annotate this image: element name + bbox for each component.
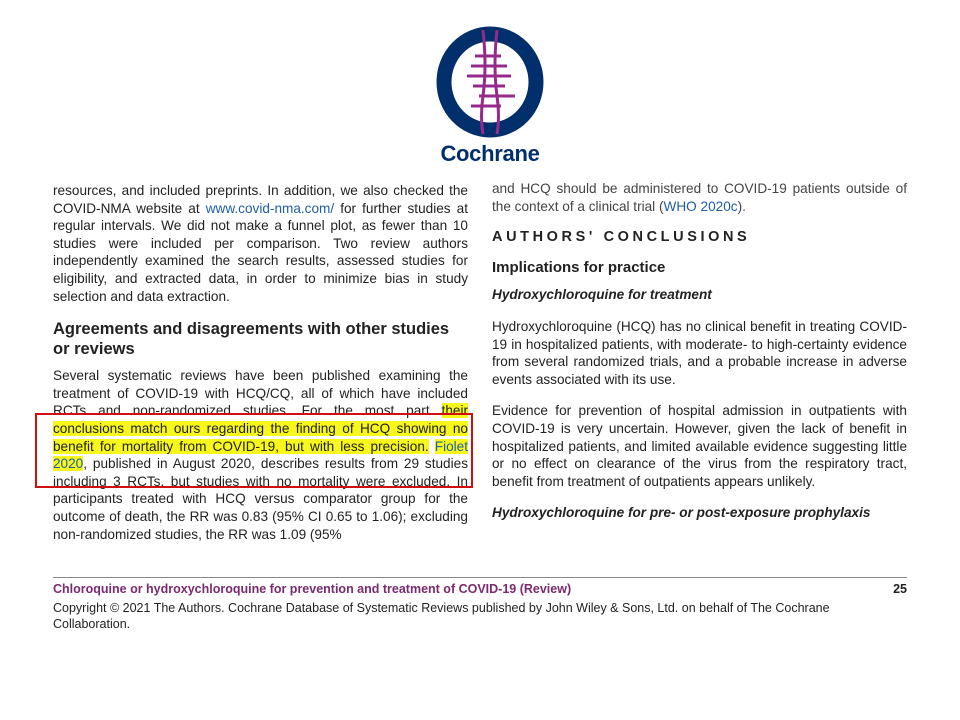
footer-review-title: Chloroquine or hydroxychloroquine for prevention and treatment of COVID-19 (Review)	[53, 582, 572, 596]
fiolet-2020-reference[interactable]: Fiolet 2020	[53, 438, 469, 472]
cochrane-logo	[430, 26, 550, 171]
prophylaxis-subheading: Hydroxychloroquine for pre- or post-exposure prophylaxis	[492, 505, 871, 521]
who-paragraph: and HCQ should be administered to COVID-19 patients outside of the context of a clinical trial (WHO 2020c).	[492, 181, 907, 214]
methods-paragraph: resources, and included preprints. In addition, we also checked the COVID-NMA website at www.covid-nma.com/ for further studies at regular intervals. We did not make a funnel plot, as fewer than 10 studies were included per comparison. Two review authors independently examined the search results, assessed studies for eligibility, and extracted data, in order to minimize bias in study selection and data extraction.	[53, 183, 468, 304]
prevention-paragraph: Evidence for prevention of hospital admission in outpatients with COVID-19 is very uncertain. However, given the lack of benefit in hospitalized patients, and limited available evidence suggesting little or no effect on clearance of the virus from the respiratory tract, benefit from treatment of outpatients appears unlikely.	[492, 403, 907, 489]
treatment-paragraph: Hydroxychloroquine (HCQ) has no clinical benefit in treating COVID-19 in hospitalized patients, with moderate- to high-certainty evidence from several randomized trials, and a probable increase in adverse events associated with its use.	[492, 318, 907, 387]
implications-heading: Implications for practice	[492, 258, 666, 276]
hcq-treatment-subheading: Hydroxychloroquine for treatment	[492, 287, 712, 303]
copyright-notice: Copyright © 2021 The Authors. Cochrane Database of Systematic Reviews published by John Wiley & Sons, Ltd. on behalf of The Cochrane Collaboration.	[53, 601, 830, 631]
highlighted-conclusion: their conclusions match ours regarding the finding of HCQ showing no benefit for mortality from COVID-19, but with less precision.	[53, 403, 468, 454]
who-2020c-reference[interactable]: WHO 2020c	[663, 198, 738, 214]
red-highlight-box	[35, 413, 473, 488]
cochrane-wordmark: Cochrane	[440, 141, 540, 166]
authors-conclusions-heading: AUTHORS' CONCLUSIONS	[492, 229, 751, 246]
covid-nma-link[interactable]: www.covid-nma.com/	[205, 200, 335, 216]
agreements-heading: Agreements and disagreements with other studies or reviews	[53, 320, 450, 359]
right-column	[492, 181, 907, 536]
reviews-paragraph: Several systematic reviews have been published examining the treatment of COVID-19 with HCQ/CQ, all of which have included RCTs and non-randomized studies. For the most part their conclusions match ours regarding the finding of HCQ showing no benefit for mortality from COVID-19, but with less precision. Fiolet 2020, published in August 2020, describes results from 29 studies including 3 RCTs, but studies with no mortality were excluded. In participants treated with HCQ versus comparator group for the outcome of death, the RR was 0.83 (95% CI 0.65 to 1.06); excluding non-randomized studies, the RR was 1.09 (95%	[53, 368, 469, 542]
left-column	[53, 183, 469, 543]
footer-divider	[53, 577, 907, 578]
page-number: 25	[893, 582, 907, 596]
cochrane-logo-icon	[435, 26, 545, 138]
